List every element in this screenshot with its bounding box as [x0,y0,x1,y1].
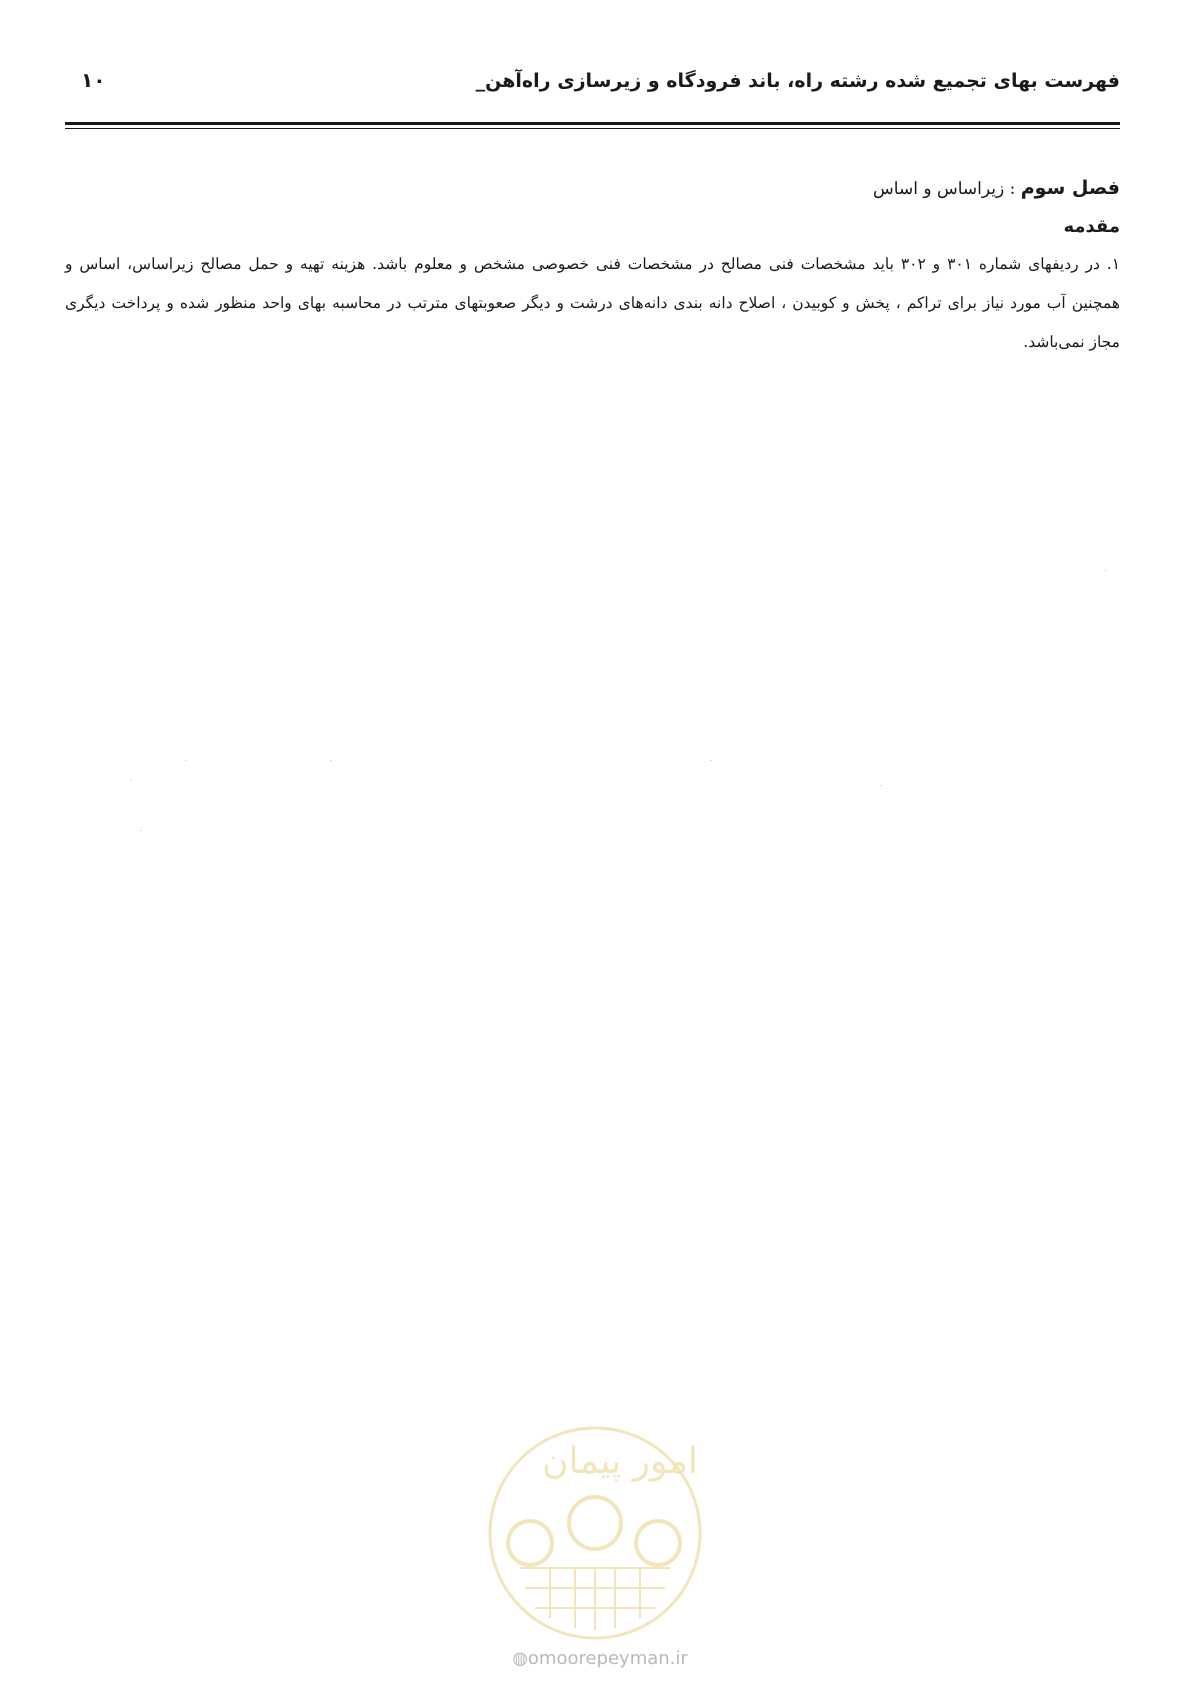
paragraph: ۱. در ردیفهای شماره ۳۰۱ و ۳۰۲ باید مشخصات فنی مصالح در مشخصات فنی خصوصی مشخص و معلوم باشد. هزینه تهیه و حمل مصالح زیراساس، اساس و همچنین آب مورد نیاز برای تراکم ، پخش و کوبیدن ، اصلاح دانه بندی دانه‌های درشت و دیگر صعوبتهای مترتب در محاسبه بهای واحد منظور شده و پرداخت دیگری مجاز نمی‌باشد. [65,255,1121,351]
header-rule-thin [65,128,1120,129]
chapter-label: فصل سوم [1020,177,1120,199]
watermark-logo-text: امور پیمان [542,1441,698,1482]
page-header [65,62,1120,102]
header-title: فهرست بهای تجمیع شده رشته راه، باند فرودگاه و زیرسازی راه‌آهن_ [475,70,1120,92]
watermark-logo [480,1418,710,1648]
page-number: ۱۰ [81,68,106,92]
chapter-separator: : [1004,179,1021,199]
watermark-url-text: omoorepeyman.ir [527,1648,688,1669]
header-rule-thick [65,122,1120,125]
scan-speck [185,760,187,761]
watermark-url [495,1648,705,1669]
scan-speck [710,760,712,761]
chapter-heading [65,168,1120,209]
scan-speck [1105,570,1107,571]
scan-speck [130,780,132,781]
section-title: مقدمه [1063,216,1120,237]
scan-speck [880,785,882,786]
scan-speck [330,760,332,761]
globe-icon: ◍ [512,1648,528,1669]
chapter-title: زیراساس و اساس [873,179,1005,199]
page-body [65,168,1120,362]
scan-speck [140,830,142,831]
